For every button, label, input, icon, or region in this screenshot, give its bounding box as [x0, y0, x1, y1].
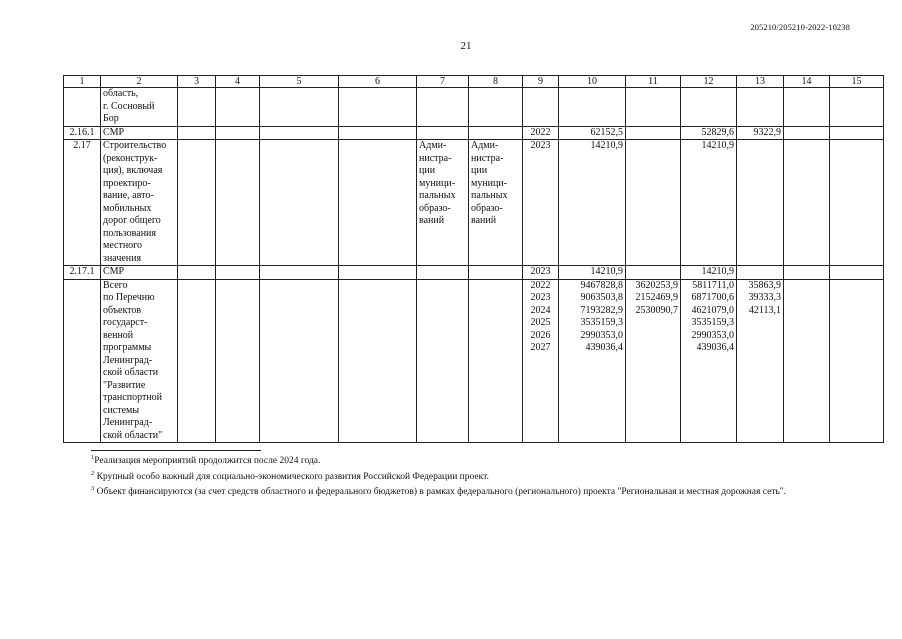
value-cell: 52829,6	[681, 126, 737, 140]
row-number: 2.17.1	[64, 266, 101, 280]
footnotes	[91, 452, 786, 499]
col-header: 5	[260, 76, 339, 88]
total-col-11: 3620253,9 2152469,9 2530090,7	[626, 279, 681, 443]
value-cell: 9322,9	[737, 126, 784, 140]
row-name: СМР	[101, 126, 178, 140]
footnote: $^3$ Объект финансируются (за счет средств областного и федерального бюджетов) в рамках федерального (регионального) проекта "Региональная и местная дорожная сеть".	[91, 485, 787, 497]
row-name: СМР	[101, 266, 178, 280]
col-header: 6	[339, 76, 417, 88]
page-number: 21	[460, 40, 472, 52]
column-number-row	[64, 76, 884, 88]
col-header: 4	[216, 76, 260, 88]
year-cell: 2023	[523, 266, 559, 280]
responsible-executor: Адми- нистра- ции муници- пальных образо- ваний	[417, 140, 469, 266]
value-cell: 14210,9	[681, 140, 737, 266]
year-cell: 2022	[523, 126, 559, 140]
col-header: 8	[469, 76, 523, 88]
row-name: Строительство (реконструк- ция), включая проектиро- вание, авто- мобильных дорог общего пользования местного значения	[101, 140, 178, 266]
col-header: 3	[178, 76, 216, 88]
footnote-divider	[91, 450, 261, 451]
total-col-13: 35863,9 39333,3 42113,1	[737, 279, 784, 443]
col-header: 11	[626, 76, 681, 88]
row-name: область, г. Сосновый Бор	[101, 88, 178, 127]
value-cell: 14210,9	[559, 140, 626, 266]
row-number: 2.17	[64, 140, 101, 266]
total-col-12: 5811711,0 6871700,6 4621079,0 3535159,3 2990353,0 439036,4	[681, 279, 737, 443]
table-row	[64, 140, 884, 266]
year-list: 2022 2023 2024 2025 2026 2027	[523, 279, 559, 443]
value-cell: 14210,9	[681, 266, 737, 280]
table-row-total	[64, 279, 884, 443]
col-header: 15	[830, 76, 884, 88]
value-cell: 14210,9	[559, 266, 626, 280]
value-cell	[626, 126, 681, 140]
table-row	[64, 126, 884, 140]
table-row	[64, 266, 884, 280]
table-row	[64, 88, 884, 127]
footnote: $^2$ Крупный особо важный для социально-экономического развития Российской Федерации проект.	[91, 469, 489, 482]
col-header: 14	[784, 76, 830, 88]
document-id: 205210/205210-2022-10238	[750, 22, 850, 32]
footnote: $^1$Реализация мероприятий продолжится после 2024 года.	[91, 454, 321, 466]
total-col-10: 9467828,8 9063503,8 7193282,9 3535159,3 2990353,0 439036,4	[559, 279, 626, 443]
col-header: 13	[737, 76, 784, 88]
year-cell: 2023	[523, 140, 559, 266]
row-name: Всего по Перечню объектов государст- венной программы Ленинград- ской области "Развитие транспортной системы Ленинград- ской области"	[101, 279, 178, 443]
col-header: 7	[417, 76, 469, 88]
value-cell: 62152,5	[559, 126, 626, 140]
col-header: 1	[64, 76, 101, 88]
col-header: 9	[523, 76, 559, 88]
program-table	[63, 75, 884, 443]
col-header: 12	[681, 76, 737, 88]
participant: Адми- нистра- ции муници- пальных образо- ваний	[469, 140, 523, 266]
row-number: 2.16.1	[64, 126, 101, 140]
col-header: 10	[559, 76, 626, 88]
col-header: 2	[101, 76, 178, 88]
